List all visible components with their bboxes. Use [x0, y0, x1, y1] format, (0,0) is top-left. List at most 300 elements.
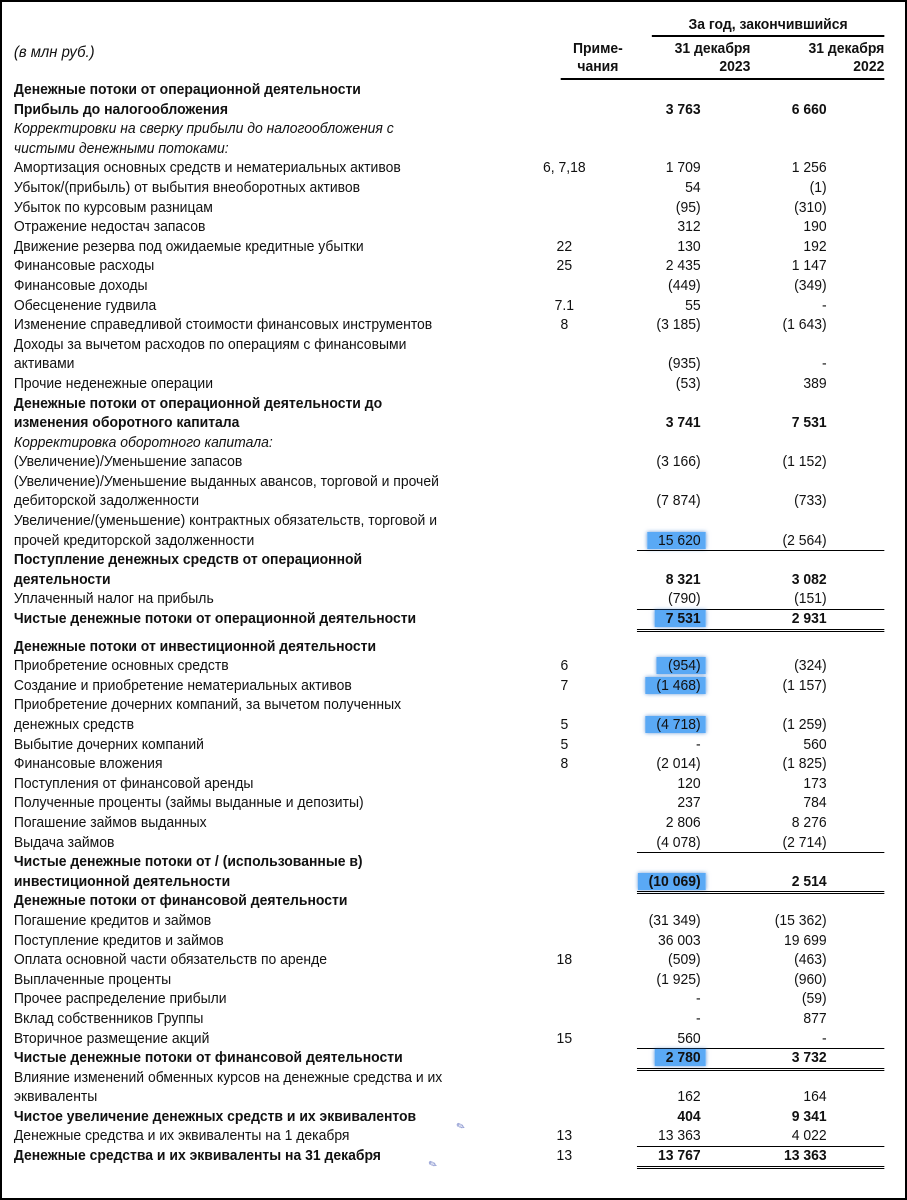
value-2022: [704, 609, 830, 629]
value-2022-text: (1 643): [782, 316, 827, 334]
value-2023-text: (7 874): [656, 492, 701, 510]
table-row: [12, 695, 830, 715]
row-note: [529, 1146, 599, 1166]
value-2022-text: 13 363: [783, 1147, 827, 1165]
value-2023-text: 1 709: [665, 159, 701, 177]
value-2023-text: (954): [657, 657, 706, 674]
value-2022-text: 877: [803, 1009, 827, 1027]
value-2023: [599, 237, 704, 257]
value-2023: [599, 531, 704, 551]
row-note-text: 22: [556, 237, 573, 255]
table-row: [12, 570, 830, 590]
value-2023-text: 15 620: [647, 532, 706, 549]
value-2023: [599, 1009, 704, 1029]
row-label: [12, 950, 529, 970]
table-row: [12, 531, 830, 551]
value-2023: [599, 256, 704, 276]
row-label: [12, 491, 529, 511]
value-2023-text: 13 363: [657, 1127, 701, 1145]
table-row: [12, 256, 830, 276]
row-label-text: Движение резерва под ожидаемые кредитные убытки: [13, 237, 364, 255]
row-label: [12, 119, 529, 139]
row-label: [12, 833, 529, 853]
value-2022: [704, 158, 830, 178]
value-2022-text: -: [822, 1029, 827, 1047]
row-label: [12, 754, 529, 774]
value-2023: [599, 872, 704, 892]
value-2023: [599, 315, 704, 335]
value-2022-text: (960): [794, 970, 827, 988]
value-2023-text: 54: [685, 178, 701, 196]
row-note: [529, 315, 599, 335]
row-label-text: Уплаченный налог на прибыль: [13, 590, 214, 608]
value-2023: [599, 950, 704, 970]
table-row: [12, 217, 830, 237]
value-2022-text: (1 259): [782, 716, 827, 733]
row-note-text: 5: [560, 716, 569, 733]
row-label: [12, 1146, 529, 1166]
row-label-text: Корректировка оборотного капитала:: [13, 433, 273, 451]
value-2022: [704, 256, 830, 276]
value-2022: [704, 911, 830, 931]
table-row: [12, 100, 830, 120]
value-2023: [599, 1146, 704, 1166]
value-2023-text: 36 003: [657, 931, 701, 949]
row-note: [529, 950, 599, 970]
row-label-text: активами: [13, 355, 75, 373]
row-label-text: Денежные потоки от операционной деятельности до: [13, 394, 383, 412]
row-label: [12, 452, 529, 472]
value-2023: [599, 354, 704, 374]
row-label-text: Амортизация основных средств и нематериальных активов: [13, 159, 401, 177]
value-2023-text: 130: [677, 237, 701, 255]
row-label: [12, 413, 529, 433]
row-label-text: Вторичное размещение акций: [13, 1029, 210, 1047]
value-2022-text: (1): [809, 178, 827, 196]
value-2022-text: 19 699: [783, 931, 827, 949]
row-label-text: Денежные средства и их эквиваленты на 1 декабря: [13, 1127, 350, 1145]
row-label: [12, 394, 529, 414]
cash-flow-statement: [12, 2, 885, 1173]
table-row: [12, 394, 830, 414]
value-2022: [704, 970, 830, 990]
row-label-text: Приобретение основных средств: [13, 657, 229, 675]
row-note: [529, 1126, 599, 1146]
value-2023-text: 8 321: [665, 570, 701, 588]
table-row: [12, 80, 830, 100]
value-2023: [599, 1126, 704, 1146]
row-label: [12, 237, 529, 257]
table-row: [12, 970, 830, 990]
row-label: [12, 433, 529, 453]
row-note: [529, 256, 599, 276]
row-label: [12, 589, 529, 609]
value-2022: [704, 589, 830, 609]
table-row: [12, 433, 830, 453]
row-label-text: Отражение недостач запасов: [13, 218, 206, 236]
value-2022: [704, 413, 830, 433]
value-2022-text: 784: [803, 794, 827, 812]
value-2023-text: 120: [677, 774, 701, 792]
row-note-text: 13: [556, 1127, 573, 1145]
value-2023-text: (4 078): [656, 833, 701, 851]
table-row: [12, 1107, 830, 1127]
row-label: [12, 276, 529, 296]
col2022-line2: 2022: [853, 58, 885, 75]
row-label: [12, 256, 529, 276]
value-2023-text: -: [695, 990, 701, 1008]
value-2023-text: (790): [668, 590, 701, 608]
value-2023: [599, 656, 704, 676]
value-2022-text: 173: [803, 774, 827, 792]
row-note-text: 7.1: [554, 296, 575, 314]
table-row: [12, 754, 830, 774]
row-label-text: Погашение кредитов и займов: [13, 911, 212, 929]
row-label: [12, 931, 529, 951]
value-2022: [704, 1146, 830, 1166]
table-row: [12, 950, 830, 970]
row-label-text: эквиваленты: [13, 1088, 98, 1106]
value-2022: [704, 735, 830, 755]
value-2023-text: (449): [668, 276, 701, 294]
period-heading: За год, закончившийся: [688, 16, 848, 33]
row-label: [12, 472, 529, 492]
value-2022: [704, 452, 830, 472]
value-2023-text: (1 925): [656, 970, 701, 988]
value-2023: [599, 813, 704, 833]
value-2023: [599, 931, 704, 951]
table-row: [12, 1068, 830, 1088]
value-2022: [704, 178, 830, 198]
table-row: [12, 374, 830, 394]
row-label-text: инвестиционной деятельности: [13, 872, 231, 890]
row-label-text: Прибыль до налогообложения: [13, 100, 229, 118]
row-label-text: Оплата основной части обязательств по аренде: [13, 951, 328, 969]
value-2022: [704, 1107, 830, 1127]
row-label-text: Выдача займов: [13, 833, 115, 851]
table-row: [12, 1048, 830, 1068]
row-label: [12, 1126, 529, 1146]
table-row: [12, 656, 830, 676]
row-label: [12, 774, 529, 794]
value-2023-text: 237: [677, 794, 701, 812]
value-2022-text: (349): [794, 276, 827, 294]
total-double-rule: [637, 1166, 884, 1169]
units-label: (в млн руб.): [13, 44, 95, 61]
row-label: [12, 1107, 529, 1127]
col2022-line1: 31 декабря: [808, 40, 885, 57]
value-2023: [599, 276, 704, 296]
row-note-text: 6, 7,18: [542, 159, 586, 177]
row-label: [12, 852, 529, 872]
row-label-text: Создание и приобретение нематериальных активов: [13, 676, 352, 694]
row-note: [529, 237, 599, 257]
row-label-text: Денежные потоки от финансовой деятельности: [13, 892, 348, 910]
value-2023: [599, 735, 704, 755]
row-label: [12, 872, 529, 892]
table-row: [12, 119, 830, 139]
value-2023: [599, 1048, 704, 1068]
value-2023: [599, 1087, 704, 1107]
table-row: [12, 891, 830, 911]
value-2023: [599, 793, 704, 813]
table-row: [12, 491, 830, 511]
row-note: [529, 158, 599, 178]
row-label: [12, 1029, 529, 1049]
table-row: [12, 1126, 830, 1146]
row-label: [12, 511, 529, 531]
table-row: [12, 296, 830, 316]
row-note-text: 8: [560, 755, 569, 773]
value-2022: [704, 793, 830, 813]
value-2022-text: (59): [801, 990, 827, 1008]
value-2022-text: 560: [803, 735, 827, 753]
value-2022: [704, 354, 830, 374]
value-2023: [599, 178, 704, 198]
value-2023: [599, 970, 704, 990]
row-label: [12, 374, 529, 394]
value-2022: [704, 1029, 830, 1049]
row-note: [529, 296, 599, 316]
value-2022-text: (1 152): [782, 453, 827, 471]
value-2022-text: 164: [803, 1088, 827, 1106]
row-label: [12, 531, 529, 551]
value-2023-text: 3 763: [665, 100, 701, 118]
table-row: [12, 550, 830, 570]
row-label-text: Денежные потоки от операционной деятельности: [13, 81, 361, 98]
value-2022-text: 2 931: [791, 610, 827, 628]
row-label-text: Поступление кредитов и займов: [13, 931, 224, 949]
value-2022-text: (15 362): [774, 911, 827, 929]
row-label: [12, 1048, 529, 1068]
value-2022-text: 9 341: [791, 1107, 827, 1125]
value-2022-text: 7 531: [791, 414, 827, 432]
value-2022: [704, 872, 830, 892]
value-2022: [704, 276, 830, 296]
row-label-text: изменения оборотного капитала: [13, 414, 240, 432]
value-2023: [599, 589, 704, 609]
row-label-text: Выбытие дочерних компаний: [13, 735, 204, 753]
table-row: [12, 158, 830, 178]
value-2022: [704, 570, 830, 590]
value-2023: [599, 198, 704, 218]
value-2023: [599, 100, 704, 120]
table-row: [12, 413, 830, 433]
row-label: [12, 911, 529, 931]
value-2022-text: 389: [803, 374, 827, 392]
value-2023-text: 3 741: [665, 414, 701, 432]
value-2022-text: (2 564): [782, 531, 827, 549]
value-2023-text: (10 069): [637, 873, 706, 890]
value-2023: [599, 911, 704, 931]
row-label: [12, 354, 529, 374]
table-row: [12, 354, 830, 374]
row-label-text: Выплаченные проценты: [13, 970, 172, 988]
table-body: [12, 80, 830, 1166]
value-2023: [599, 158, 704, 178]
row-label-text: деятельности: [13, 570, 111, 588]
value-2023-text: (3 166): [656, 453, 701, 471]
value-2022-text: 1 256: [791, 159, 827, 177]
row-label-text: Убыток/(прибыль) от выбытия внеоборотных активов: [13, 178, 361, 196]
value-2023-text: (31 349): [648, 911, 701, 929]
row-label-text: Корректировки на сверку прибыли до налогообложения с: [13, 120, 394, 138]
row-label-text: прочей кредиторской задолженности: [13, 531, 255, 549]
table-row: [12, 1009, 830, 1029]
value-2023-text: (935): [668, 355, 701, 373]
value-2022: [704, 715, 830, 735]
value-2023-text: (1 468): [645, 677, 706, 694]
value-2022-text: 8 276: [791, 813, 827, 831]
notes-heading-line2: чания: [577, 58, 619, 75]
row-label-text: Убыток по курсовым разницам: [13, 198, 213, 216]
row-label: [12, 80, 529, 100]
value-2022: [704, 217, 830, 237]
row-label: [12, 178, 529, 198]
value-2022-text: (463): [794, 951, 827, 969]
value-2022: [704, 296, 830, 316]
row-label: [12, 1068, 529, 1088]
value-2023: [599, 715, 704, 735]
row-note-text: 6: [560, 657, 569, 675]
row-label-text: дебиторской задолженности: [13, 492, 200, 510]
stamp-mark: ✎: [426, 1156, 440, 1173]
table-row: [12, 774, 830, 794]
value-2023: [599, 1029, 704, 1049]
value-2022: [704, 1009, 830, 1029]
row-note-text: 13: [556, 1147, 573, 1165]
row-label-text: Финансовые расходы: [13, 257, 155, 275]
row-note: [529, 754, 599, 774]
value-2022-text: 3 732: [791, 1049, 827, 1067]
row-note: [529, 715, 599, 735]
value-2022-text: 6 660: [791, 100, 827, 118]
value-2023-text: 7 531: [655, 610, 707, 627]
row-label-text: Денежные средства и их эквиваленты на 31 декабря: [13, 1147, 381, 1165]
value-2023: [599, 413, 704, 433]
row-label: [12, 335, 529, 355]
value-2022-text: (151): [794, 590, 827, 608]
row-label: [12, 609, 529, 629]
row-label: [12, 970, 529, 990]
value-2022: [704, 931, 830, 951]
row-label-text: Обесценение гудвила: [13, 296, 157, 314]
row-note: [529, 735, 599, 755]
notes-column-heading: [561, 40, 635, 76]
value-2022: [704, 315, 830, 335]
table-row: [12, 335, 830, 355]
value-2023-text: (53): [675, 374, 701, 392]
value-2023: [599, 296, 704, 316]
table-row: [12, 637, 830, 657]
row-label: [12, 570, 529, 590]
row-note-text: 8: [560, 316, 569, 334]
value-2023-text: 560: [677, 1029, 701, 1047]
total-double-rule: [637, 629, 884, 632]
row-label: [12, 550, 529, 570]
value-2022: [704, 774, 830, 794]
value-2022-text: (310): [794, 198, 827, 216]
row-note-text: 18: [556, 951, 573, 969]
row-label: [12, 637, 529, 657]
value-2023-text: 2 780: [655, 1049, 707, 1066]
value-2022-text: 2 514: [791, 872, 827, 890]
value-2022: [704, 754, 830, 774]
column-heading-2023: [639, 40, 751, 76]
value-2022: [704, 531, 830, 551]
value-2023: [599, 676, 704, 696]
row-label: [12, 813, 529, 833]
value-2022-text: 4 022: [791, 1127, 827, 1145]
row-label-text: Влияние изменений обменных курсов на денежные средства и их: [13, 1068, 443, 1086]
value-2022-text: 190: [803, 218, 827, 236]
value-2022-text: 1 147: [791, 257, 827, 275]
value-2022: [704, 1087, 830, 1107]
row-label-text: Поступления от финансовой аренды: [13, 774, 254, 792]
value-2023: [599, 491, 704, 511]
value-2022: [704, 676, 830, 696]
row-label: [12, 989, 529, 1009]
value-2022: [704, 989, 830, 1009]
row-label-text: Поступление денежных средств от операционной: [13, 551, 363, 569]
table-row: [12, 911, 830, 931]
table-row: [12, 511, 830, 531]
value-2023-text: 2 806: [665, 813, 701, 831]
row-label: [12, 198, 529, 218]
row-label: [12, 158, 529, 178]
row-note-text: 5: [560, 735, 569, 753]
value-2022-text: (2 714): [782, 833, 827, 851]
table-row: [12, 1029, 830, 1049]
table-row: [12, 872, 830, 892]
table-header: [12, 2, 885, 80]
value-2022: [704, 950, 830, 970]
value-2022-text: (1 825): [782, 755, 827, 773]
value-2022-text: -: [822, 296, 827, 314]
value-2023: [599, 833, 704, 853]
value-2023-text: (2 014): [656, 755, 701, 773]
row-note: [529, 1029, 599, 1049]
row-label: [12, 735, 529, 755]
value-2023-text: (3 185): [656, 316, 701, 334]
row-label-text: Чистые денежные потоки от / (использованные в): [13, 853, 363, 871]
value-2022: [704, 237, 830, 257]
table-row: [12, 609, 830, 629]
value-2023: [599, 774, 704, 794]
row-label-text: денежных средств: [13, 716, 135, 733]
value-2023-text: (4 718): [645, 716, 706, 733]
row-note-text: 7: [560, 676, 569, 694]
row-note-text: 15: [556, 1029, 573, 1047]
value-2022: [704, 813, 830, 833]
value-2022-text: 3 082: [791, 570, 827, 588]
value-2023: [599, 754, 704, 774]
value-2023: [599, 989, 704, 1009]
col2023-line1: 31 декабря: [674, 40, 751, 57]
table-row: [12, 139, 830, 159]
value-2023-text: -: [695, 1009, 701, 1027]
row-label-text: Увеличение/(уменьшение) контрактных обязательств, торговой и: [13, 512, 438, 530]
table-row: [12, 735, 830, 755]
value-2022: [704, 656, 830, 676]
table-row: [12, 472, 830, 492]
row-label-text: чистыми денежными потоками:: [13, 139, 229, 157]
column-heading-2022: [773, 40, 885, 76]
value-2023: [599, 570, 704, 590]
row-label-text: Прочее распределение прибыли: [13, 990, 227, 1008]
value-2023-text: 162: [677, 1088, 701, 1106]
value-2023-text: (509): [668, 951, 701, 969]
